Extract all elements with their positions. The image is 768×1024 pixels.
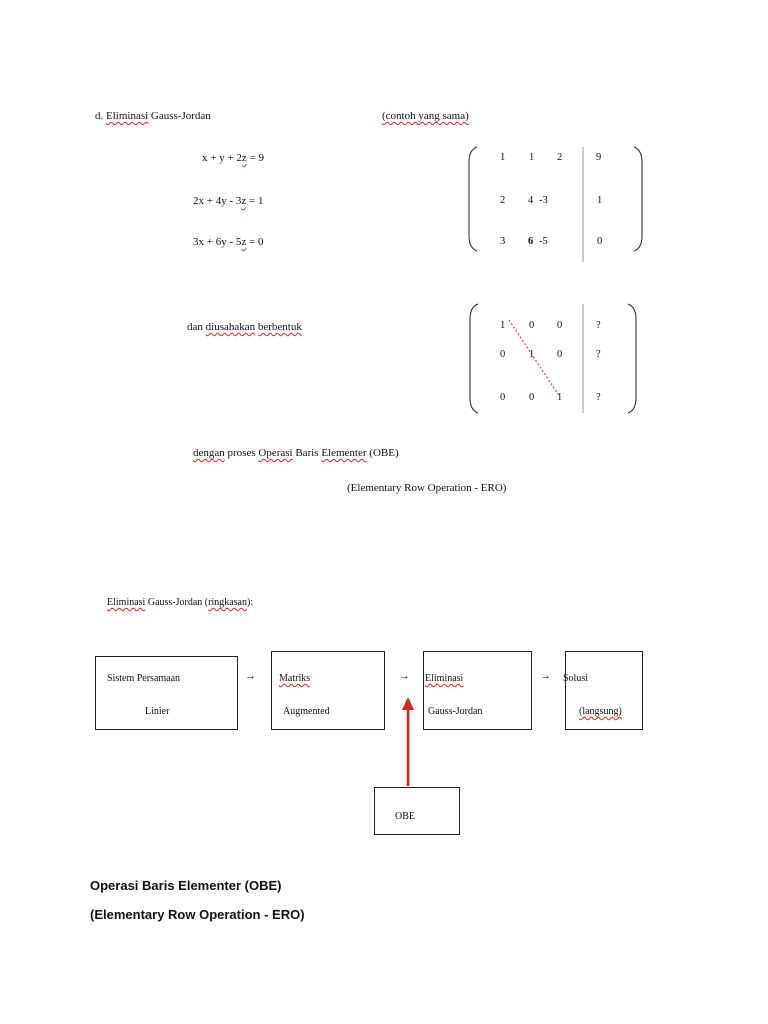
- process-end: (OBE): [366, 447, 399, 459]
- obe-label: OBE: [395, 811, 415, 822]
- target-prefix: dan: [187, 321, 206, 333]
- flow-box-eliminasi-line2: Gauss-Jordan: [428, 706, 483, 717]
- matrix1-left-bracket: [469, 147, 477, 251]
- m2-r3-c1: 0: [500, 392, 506, 403]
- m1-r3-c1: 3: [500, 236, 506, 247]
- m1-r1-c3: 2: [557, 152, 563, 163]
- target-text: [187, 321, 302, 334]
- matrix1-right-bracket: [634, 147, 642, 251]
- summary-title: [107, 596, 253, 609]
- flow-box-solusi-line1: Solusi: [563, 673, 589, 684]
- target-word-2: berbentuk: [257, 321, 302, 333]
- flow-box-solusi-line2: (langsung): [579, 706, 622, 717]
- m2-r2-c2: 1: [529, 349, 535, 360]
- eq-left: x + y + 2: [202, 152, 242, 164]
- m2-r1-c3: 0: [557, 320, 563, 331]
- process-word-1: dengan: [193, 447, 225, 459]
- eq-var: z: [241, 195, 247, 207]
- heading-letter: d.: [95, 110, 104, 122]
- heading-rest: Gauss-Jordan: [150, 110, 211, 122]
- m2-r1-c1: 1: [500, 320, 506, 331]
- eq-var: z: [241, 236, 247, 248]
- eq-right: = 0: [246, 236, 264, 248]
- diagonal-dashed-line: [509, 320, 563, 397]
- flow-arrow-2: →: [399, 670, 410, 682]
- flow-box-matriks: [271, 651, 385, 730]
- m1-r2-c1: 2: [500, 195, 506, 206]
- m2-r3-c2: 0: [529, 392, 535, 403]
- flow-box-matriks-line2: Augmented: [283, 706, 330, 717]
- ero-text: (Elementary Row Operation - ERO): [347, 482, 507, 494]
- m2-r2-c1: 0: [500, 349, 506, 360]
- flow-box-eliminasi: [423, 651, 532, 730]
- flow-box-matriks-line1: Matriks: [279, 673, 311, 684]
- heading-word: Eliminasi: [106, 110, 149, 122]
- footer-line-2: (Elementary Row Operation - ERO): [90, 907, 305, 922]
- m2-r3-c4: ?: [596, 392, 601, 403]
- m1-r1-c2: 1: [529, 152, 535, 163]
- m1-r3-c2: 6: [528, 236, 534, 247]
- matrix2-right-bracket: [628, 304, 636, 413]
- target-word-1: diusahakan: [205, 321, 256, 333]
- m1-r3-c3: -5: [539, 236, 548, 247]
- flow-arrow-1: →: [245, 670, 256, 682]
- flow-box-eliminasi-line1: Eliminasi: [425, 673, 464, 684]
- footer-line-1: Operasi Baris Elementer (OBE): [90, 878, 282, 893]
- m2-r2-c4: ?: [596, 349, 601, 360]
- m2-r2-c3: 0: [557, 349, 563, 360]
- summary-word-1: Eliminasi: [107, 597, 146, 608]
- m2-r1-c2: 0: [529, 320, 535, 331]
- eq-right: = 9: [246, 152, 265, 164]
- process-mid: proses: [224, 447, 259, 459]
- eq-left: 3x + 6y - 5: [193, 236, 242, 248]
- red-arrow-head: [402, 697, 414, 710]
- obe-box: [374, 787, 460, 835]
- summary-end: ):: [247, 597, 254, 608]
- m1-r2-c2: 4: [528, 195, 534, 206]
- flow-box-sistem-line2: Linier: [145, 706, 170, 717]
- process-word-2: Operasi: [258, 447, 293, 459]
- summary-mid: Gauss-Jordan (: [145, 597, 209, 608]
- example-note: (contoh yang sama): [382, 110, 469, 122]
- matrix2-left-bracket: [470, 304, 478, 413]
- eq-right: = 1: [246, 195, 264, 207]
- eq-var: z: [241, 152, 247, 164]
- m1-r1-c1: 1: [500, 152, 506, 163]
- m2-r1-c4: ?: [596, 320, 601, 331]
- m1-r2-c4: 1: [597, 195, 603, 206]
- m1-r3-c4: 0: [597, 236, 603, 247]
- m2-r3-c3: 1: [557, 392, 563, 403]
- flow-box-sistem-line1: Sistem Persamaan: [107, 673, 181, 684]
- summary-word-2: ringkasan: [208, 597, 247, 608]
- flow-arrow-3: →: [540, 670, 551, 682]
- process-word-3: Elementer: [321, 447, 367, 459]
- flow-box-solusi: [565, 651, 643, 730]
- flow-box-sistem: [95, 656, 238, 730]
- m1-r2-c3: -3: [539, 195, 548, 206]
- m1-r1-c4: 9: [596, 152, 602, 163]
- eq-left: 2x + 4y - 3: [193, 195, 242, 207]
- process-text: [193, 447, 399, 460]
- process-mid-2: Baris: [292, 447, 322, 459]
